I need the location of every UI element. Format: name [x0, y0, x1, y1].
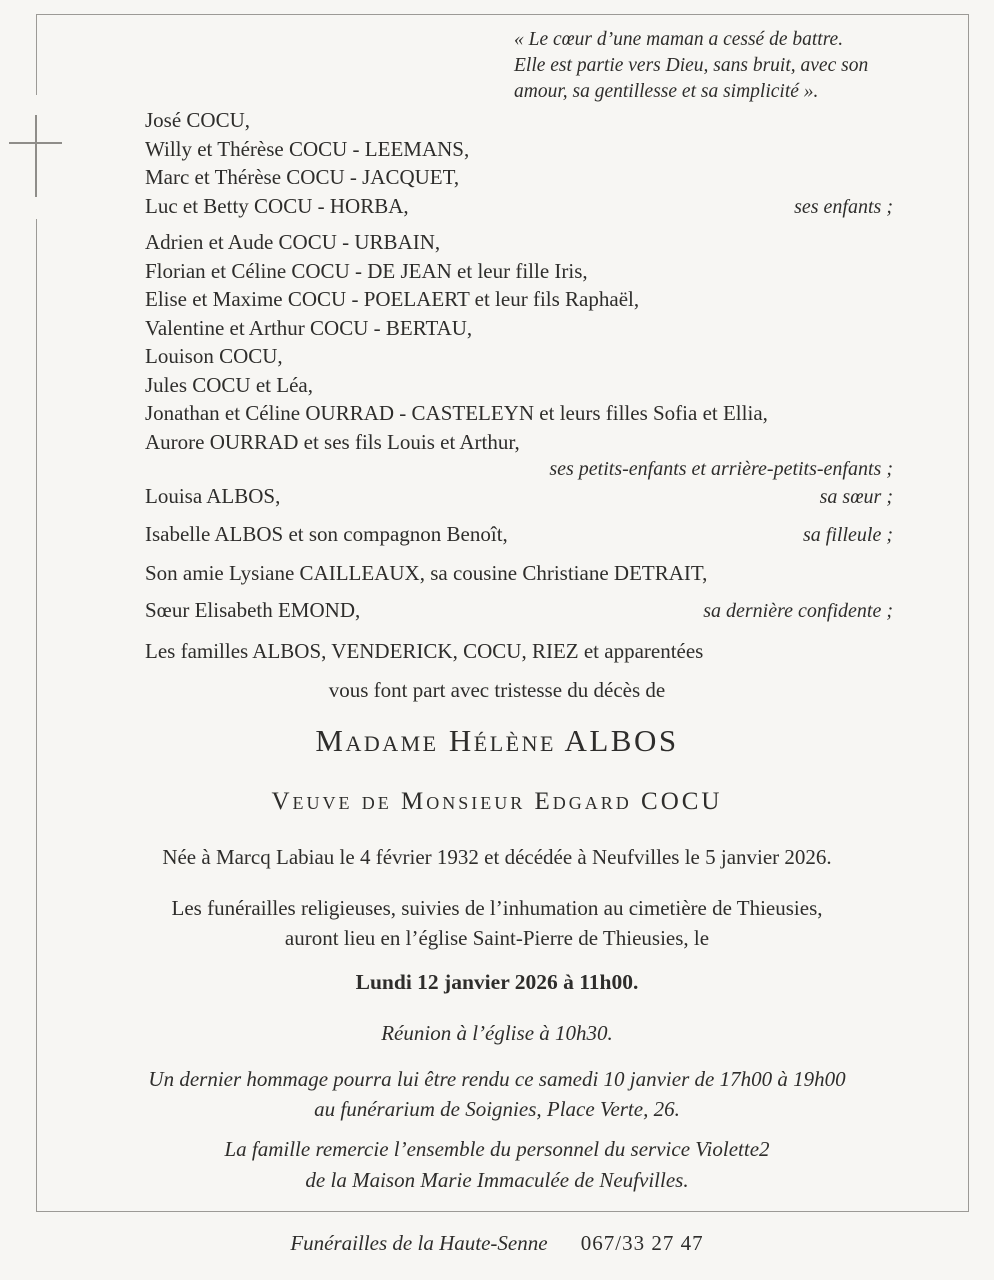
- funeral-home-name: Funérailles de la Haute-Senne: [290, 1231, 548, 1255]
- deceased-subtitle-prefix: Veuve de Monsieur Edgard: [271, 788, 632, 815]
- tribute-line: au funérarium de Soignies, Place Verte, 26.: [314, 1097, 680, 1121]
- relation-label: sa sœur ;: [819, 486, 893, 508]
- birth-death-line: Née à Marcq Labiau le 4 février 1932 et décédée à Neufvilles le 5 janvier 2026.: [162, 845, 832, 869]
- deceased-name-prefix: Madame Hélène: [315, 723, 556, 758]
- mourner-row: [145, 192, 893, 222]
- funeral-line: auront lieu en l’église Saint-Pierre de Thieusies, le: [284, 926, 710, 950]
- epigraph-line: Elle est partie vers Dieu, sans bruit, avec son: [514, 55, 869, 76]
- mourner-line: Les familles ALBOS, VENDERICK, COCU, RIEZ et apparentées: [145, 639, 704, 663]
- mourner-line: Marc et Thérèse COCU - JACQUET,: [145, 165, 460, 189]
- children-group: [145, 106, 893, 221]
- mourners-list: [145, 106, 893, 666]
- thanks-line: La famille remercie l’ensemble du personnel du service Violette2: [224, 1137, 770, 1161]
- tribute-line: Un dernier hommage pourra lui être rendu ce samedi 10 janvier de 17h00 à 19h00: [148, 1067, 846, 1091]
- last-tribute: [67, 1064, 927, 1124]
- mourner-line: Louisa ALBOS,: [145, 484, 281, 508]
- relation-label: ses enfants ;: [794, 195, 893, 218]
- funeral-home-footer: [67, 1231, 927, 1256]
- confidante-row: [145, 596, 893, 626]
- thanks-line: de la Maison Marie Immaculée de Neufvilles.: [305, 1168, 689, 1192]
- mourner-line: Willy et Thérèse COCU - LEEMANS,: [145, 136, 470, 161]
- announcement-text: vous font part avec tristesse du décès de: [328, 678, 666, 702]
- mourner-line: Jonathan et Céline OURRAD - CASTELEYN et leurs filles Sofia et Ellia,: [145, 401, 768, 425]
- mourner-line: Louison COCU,: [145, 344, 283, 368]
- relation-label: sa filleule ;: [803, 523, 893, 546]
- epigraph-line: « Le cœur d’une maman a cessé de battre.: [514, 29, 844, 50]
- mourner-line: Sœur Elisabeth EMOND,: [145, 597, 361, 622]
- mourner-line: Valentine et Arthur COCU - BERTAU,: [145, 315, 473, 340]
- epigraph-quote: [514, 27, 944, 105]
- relation-label: ses petits-enfants et arrière-petits-enfants ;: [549, 458, 893, 480]
- deceased-name: [67, 723, 927, 758]
- epigraph-line: amour, sa gentillesse et sa simplicité ».: [514, 81, 819, 102]
- deceased-subtitle-surname: COCU: [641, 788, 723, 815]
- church-meeting-line: Réunion à l’église à 10h30.: [381, 1021, 613, 1045]
- family-thanks: [67, 1134, 927, 1196]
- mourner-line: Adrien et Aude COCU - URBAIN,: [145, 230, 441, 254]
- funeral-announcement: [67, 893, 927, 953]
- families-row: [145, 637, 893, 666]
- sister-row: [145, 482, 893, 512]
- mourner-line: Aurore OURRAD et ses fils Louis et Arthur,: [145, 429, 520, 454]
- mourner-line: Isabelle ALBOS et son compagnon Benoît,: [145, 521, 508, 546]
- mourner-line: Elise et Maxime COCU - POELAERT et leur fils Raphaël,: [145, 287, 640, 311]
- deceased-subtitle: [67, 787, 927, 817]
- mourner-line: Son amie Lysiane CAILLEAUX, sa cousine Christiane DETRAIT,: [145, 561, 708, 585]
- goddaughter-row: [145, 520, 893, 550]
- grandchildren-group: [145, 228, 893, 482]
- funeral-line: Les funérailles religieuses, suivies de l’inhumation au cimetière de Thieusies,: [171, 896, 823, 920]
- relation-label: sa dernière confidente ;: [703, 599, 893, 622]
- mourner-line: Luc et Betty COCU - HORBA,: [145, 193, 409, 218]
- mourner-line: Jules COCU et Léa,: [145, 372, 313, 397]
- friends-row: [145, 559, 893, 588]
- mourner-line: José COCU,: [145, 108, 251, 132]
- funeral-home-phone: 067/33 27 47: [580, 1231, 704, 1255]
- mourner-line: Florian et Céline COCU - DE JEAN et leur fille Iris,: [145, 258, 588, 283]
- ceremony-datetime: Lundi 12 janvier 2026 à 11h00.: [355, 970, 639, 994]
- deceased-name-surname: ALBOS: [564, 723, 679, 758]
